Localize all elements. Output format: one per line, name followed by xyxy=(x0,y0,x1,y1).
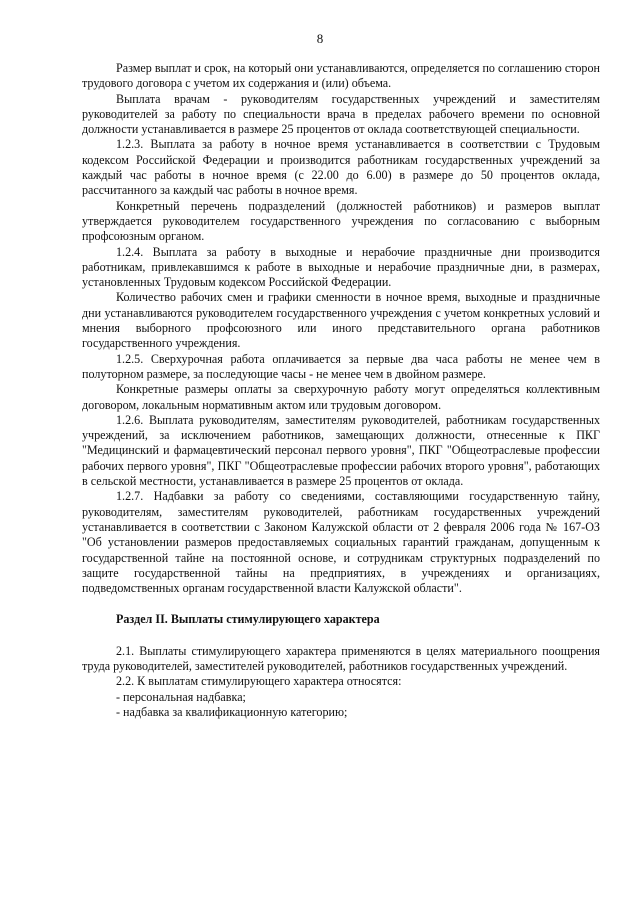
body-text-after xyxy=(82,644,600,720)
paragraph: 1.2.4. Выплата за работу в выходные и нерабочие праздничные дни производится работникам, привлекавшимся к работе в выходные и нерабочие праздничные дни, в размерах, установленных Трудовым кодексом Российской Федерации. xyxy=(82,244,600,290)
paragraph: 2.2. К выплатам стимулирующего характера относятся: xyxy=(116,674,402,689)
paragraph: 1.2.7. Надбавки за работу со сведениями, составляющими государственную тайну, руководителям, заместителям руководителей, работникам государственных учреждений устанавливается в соответствии с Законом Калужской области от 2 февраля 2006 года № 167-ОЗ "Об установлении размеров предоставляемых социальных гарантий гражданам, допущенным к государственной тайне на постоянной основе, и сотрудникам структурных подразделений по защите государственной тайны на предприятиях, в учреждениях и организациях, подведомственных органам государственной власти Калужской области". xyxy=(82,489,600,596)
page-number: 8 xyxy=(316,31,324,46)
paragraph: Размер выплат и срок, на который они устанавливаются, определяется по соглашению сторон трудового договора с учетом их содержания и (или) объема. xyxy=(82,61,600,91)
paragraph: 1.2.3. Выплата за работу в ночное время устанавливается в соответствии с Трудовым кодексом Российской Федерации и производится работникам государственных учреждений за каждый час работы в ночное время (с 22.00 до 6.00) в размере до 50 процентов оклада, рассчитанного за каждый час работы в ночное время. xyxy=(82,137,600,198)
paragraph: 1.2.5. Сверхурочная работа оплачивается за первые два часа работы не менее чем в полуторном размере, за последующие часы - не менее чем в двойном размере. xyxy=(82,351,600,381)
paragraph: Выплата врачам - руководителям государственных учреждений и заместителям руководителей за работу по специальности врача в пределах рабочего времени по основной должности устанавливается в размере 25 процентов от оклада соответствующей специальности. xyxy=(82,91,600,137)
body-text-before xyxy=(82,61,600,596)
paragraph: Конкретные размеры оплаты за сверхурочную работу могут определяться коллективным договором, локальным нормативным актом или трудовым договором. xyxy=(82,382,600,412)
list-item: - персональная надбавка; xyxy=(116,689,246,704)
paragraph: 2.1. Выплаты стимулирующего характера применяются в целях материального поощрения труда руководителей, заместителей руководителей, работников государственных учреждений. xyxy=(82,643,600,673)
paragraph: Количество рабочих смен и графики сменности в ночное время, выходные и праздничные дни устанавливаются руководителем государственного учреждения с учетом конкретных условий и мнения выборного профсоюзного или иного представительного органа работников государственного учреждения. xyxy=(82,290,600,351)
list-item: - надбавка за квалификационную категорию; xyxy=(116,704,348,719)
paragraph: 1.2.6. Выплата руководителям, заместителям руководителей, работникам государственных учреждений, за исключением работников, замещающих должности, отнесенные к ПКГ "Медицинский и фармацевтический персонал первого уровня", ПКГ "Общеотраслевые профессии рабочих первого уровня", ПКГ "Общеотраслевые профессии рабочих второго уровня", работающих в сельской местности, устанавливается в размере 25 процентов от оклада. xyxy=(82,412,600,489)
paragraph: Конкретный перечень подразделений (должностей работников) и размеров выплат утверждается руководителем государственного учреждения по согласованию с выборным профсоюзным органом. xyxy=(82,198,600,244)
section-title: Раздел II. Выплаты стимулирующего характера xyxy=(116,612,380,627)
